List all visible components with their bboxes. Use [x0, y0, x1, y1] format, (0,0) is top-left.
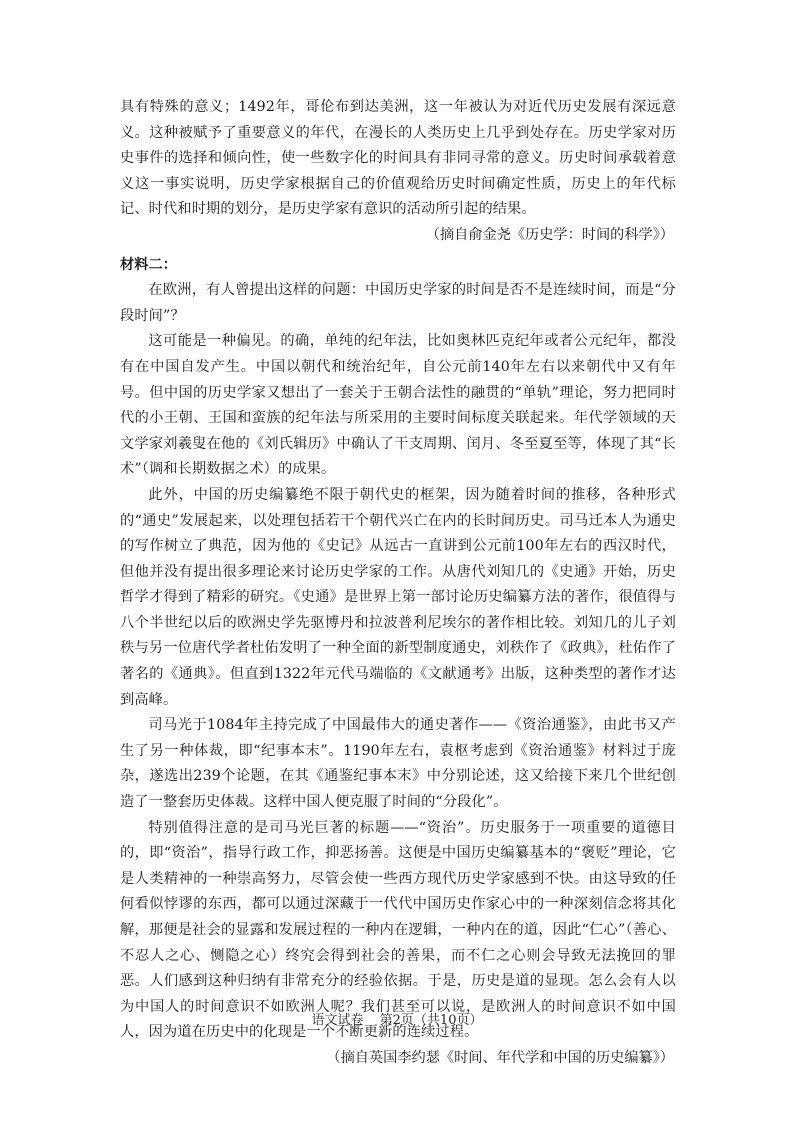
material-two-paragraph-4: 司马光于1084年主持完成了中国最伟大的通史著作——《资治通鉴》，由此书又产生了另一种体裁，即“纪事本末”。1190年左右，袁枢考虑到《资治通鉴》材料过于庞杂，遂选出239个论题，在其《通鉴纪事本末》中分别论述，这又给接下来几个世纪创造了一整套历史体裁。这样中国人便克服了时间的“分段化”。: [120, 717, 676, 811]
footer-page-number: 第2页（共10页）: [379, 1013, 483, 1028]
exam-page: [120, 95, 676, 1072]
material-two-heading: 材料二：: [120, 256, 177, 273]
material-one-paragraph: 具有特殊的意义；1492年，哥伦布到达美洲，这一年被认为对近代历史发展有深远意义。这种被赋予了重要意义的年代，在漫长的人类历史上几乎到处存在。历史学家对历史事件的选择和倾向性，使一些数字化的时间具有非同寻常的意义。历史时间承载着意义这一事实说明，历史学家根据自己的价值观给历史时间确定性质，历史上的年代标记、时代和时期的划分，是历史学家有意识的活动所引起的结果。: [120, 99, 676, 218]
material-two-paragraph-1: 在欧洲，有人曾提出这样的问题：中国历史学家的时间是否不是连续时间，而是“分段时间”？: [120, 282, 676, 324]
material-one-source: （摘自俞金尧《历史学：时间的科学》）: [425, 226, 674, 243]
material-two-paragraph-3: 此外，中国的历史编纂绝不限于朝代史的框架，因为随着时间的推移，各种形式的“通史”发展起来，以处理包括若干个朝代兴亡在内的长时间历史。司马迁本人为通史的写作树立了典范，因为他的《史记》从远古一直讲到公元前100年左右的西汉时代，但他并没有提出很多理论来讨论历史学家的工作。从唐代刘知几的《史通》开始，历史哲学才得到了精彩的研究。《史通》是世界上第一部讨论历史编纂方法的著作，很值得与八个半世纪以后的欧洲史学先驱博丹和拉波普利尼埃尔的著作相比较。刘知几的儿子刘秩与另一位唐代学者杜佑发明了一种全面的新型制度通史，刘秩作了《政典》，杜佑作了著名的《通典》。但直到1322年元代马端临的《文献通考》出版，这种类型的著作才达到高峰。: [120, 486, 676, 708]
material-two-paragraph-5: 特别值得注意的是司马光巨著的标题——“资治”。历史服务于一项重要的道德目的，即“资治”，指导行政工作，抑恶扬善。这便是中国历史编纂基本的“褒贬”理论，它是人类精神的一种崇高努力，尽管会使一些西方现代历史学家感到不快。由这导致的任何看似悖谬的东西，都可以通过深藏于一代代中国历史作家心中的一种深刻信念将其化解，那便是社会的显露和发展过程的一种内在逻辑，一种内在的道，因此“仁心”（善心、不忍人之心、恻隐之心）终究会得到社会的善果，而不仁之心则会导致无法挽回的罪恶。人们感到这种归纳有非常充分的经验依据。于是，历史是道的显现。怎么会有人以为中国人的时间意识不如欧洲人呢？我们甚至可以说，是欧洲人的时间意识不如中国人，因为道在历史中的化现是一个不断更新的连续过程。: [120, 819, 676, 1041]
footer-subject: 语文试卷: [311, 1013, 364, 1028]
material-two-source: （摘自英国李约瑟《时间、年代学和中国的历史编纂》）: [326, 1049, 674, 1066]
page-footer: [0, 1011, 794, 1031]
material-two-paragraph-2: 这可能是一种偏见。的确，单纯的纪年法，比如奥林匹克纪年或者公元纪年，都没有在中国自发产生。中国以朝代和统治纪年，自公元前140年左右以来朝代中又有年号。但中国的历史学家又想出了一套关于王朝合法性的融贯的“单轨”理论，努力把同时代的小王朝、王国和蛮族的纪年法与所采用的主要时间标度关联起来。年代学领域的天文学家刘羲叟在他的《刘氏辑历》中确认了干支周期、闰月、冬至夏至等，体现了其“长术”（调和长期数据之术）的成果。: [120, 333, 676, 478]
